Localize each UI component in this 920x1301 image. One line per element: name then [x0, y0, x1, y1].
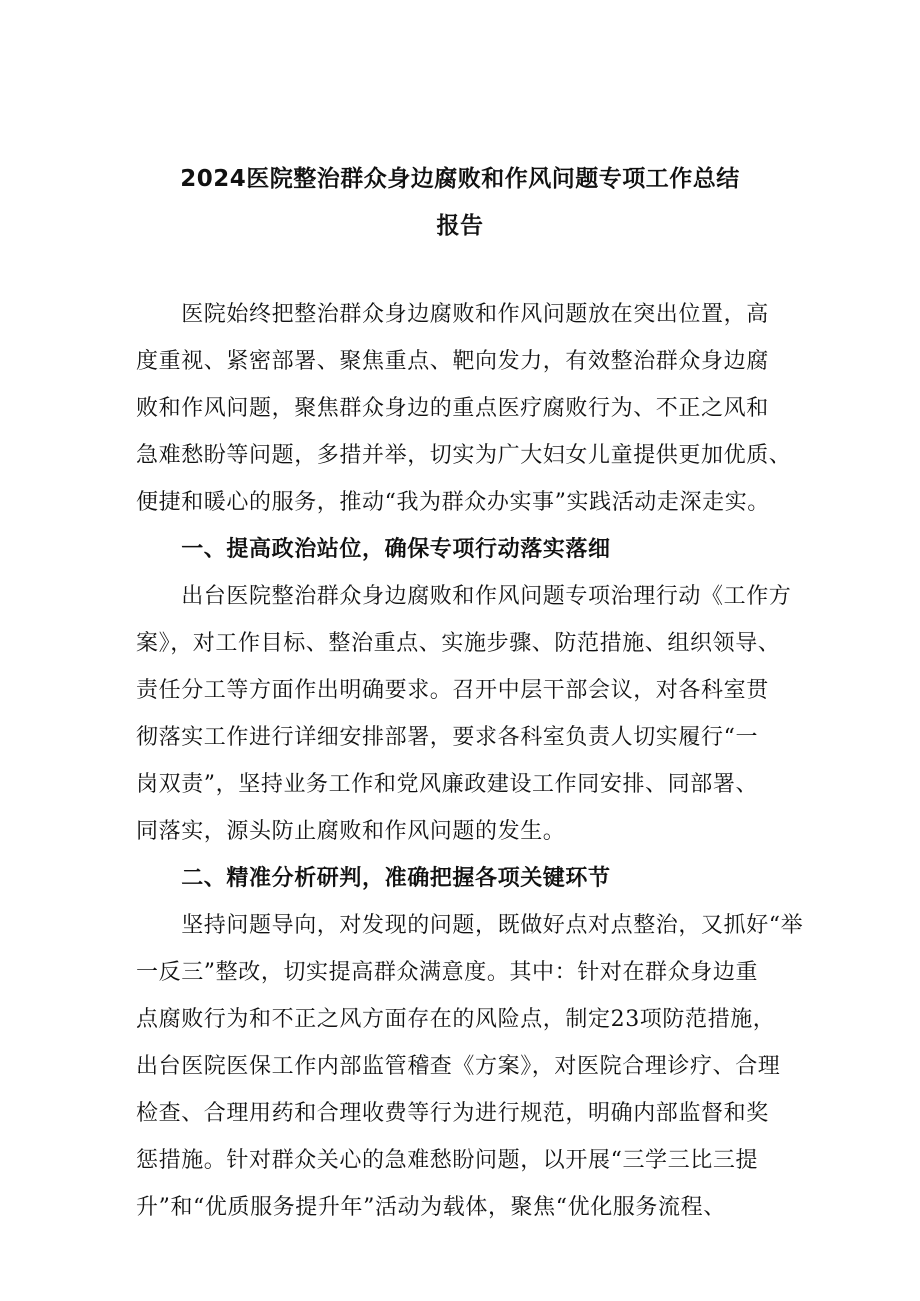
paragraph-line: 升”和“优质服务提升年”活动为载体，聚焦“优化服务流程、	[136, 1195, 726, 1220]
paragraph-line: 败和作风问题，聚焦群众身边的重点医疗腐败行为、不正之风和	[136, 396, 769, 421]
paragraph-line: 同落实，源头防止腐败和作风问题的发生。	[136, 819, 566, 844]
document-title-line-2: 报告	[436, 213, 484, 239]
paragraph-line: 检查、合理用药和合理收费等行为进行规范，明确内部监督和奖	[136, 1101, 769, 1126]
section-heading-1: 一、提高政治站位，确保专项行动落实落细	[136, 537, 611, 562]
document-title-line-1: 2024医院整治群众身边腐败和作风问题专项工作总结	[180, 166, 740, 192]
section-heading-2: 二、精准分析研判，准确把握各项关键环节	[136, 866, 611, 891]
paragraph-line: 彻落实工作进行详细安排部署，要求各科室负责人切实履行“一	[136, 725, 759, 750]
paragraph-line: 坚持问题导向，对发现的问题，既做好点对点整治，又抓好“举	[136, 913, 804, 938]
paragraph-line: 点腐败行为和不正之风方面存在的风险点，制定23项防范措施，	[136, 1007, 776, 1032]
paragraph-line: 责任分工等方面作出明确要求。召开中层干部会议，对各科室贯	[136, 678, 769, 703]
paragraph-line: 医院始终把整治群众身边腐败和作风问题放在突出位置，高	[136, 302, 769, 327]
paragraph-line: 出台医院整治群众身边腐败和作风问题专项治理行动《工作方	[136, 584, 792, 609]
paragraph-line: 惩措施。针对群众关心的急难愁盼问题，以开展“三学三比三提	[136, 1148, 759, 1173]
paragraph-line: 出台医院医保工作内部监管稽查《方案》，对医院合理诊疗、合理	[136, 1054, 781, 1079]
paragraph-line: 岗双责”，坚持业务工作和党风廉政建设工作同安排、同部署、	[136, 772, 759, 797]
paragraph-line: 度重视、紧密部署、聚焦重点、靶向发力，有效整治群众身边腐	[136, 349, 769, 374]
paragraph-line: 便捷和暖心的服务，推动“我为群众办实事”实践活动走深走实。	[136, 490, 770, 515]
paragraph-line: 一反三”整改，切实提高群众满意度。其中：针对在群众身边重	[136, 960, 759, 985]
paragraph-line: 急难愁盼等问题，多措并举，切实为广大妇女儿童提供更加优质、	[136, 443, 792, 468]
paragraph-line: 案》，对工作目标、整治重点、实施步骤、防范措施、组织领导、	[136, 631, 781, 656]
